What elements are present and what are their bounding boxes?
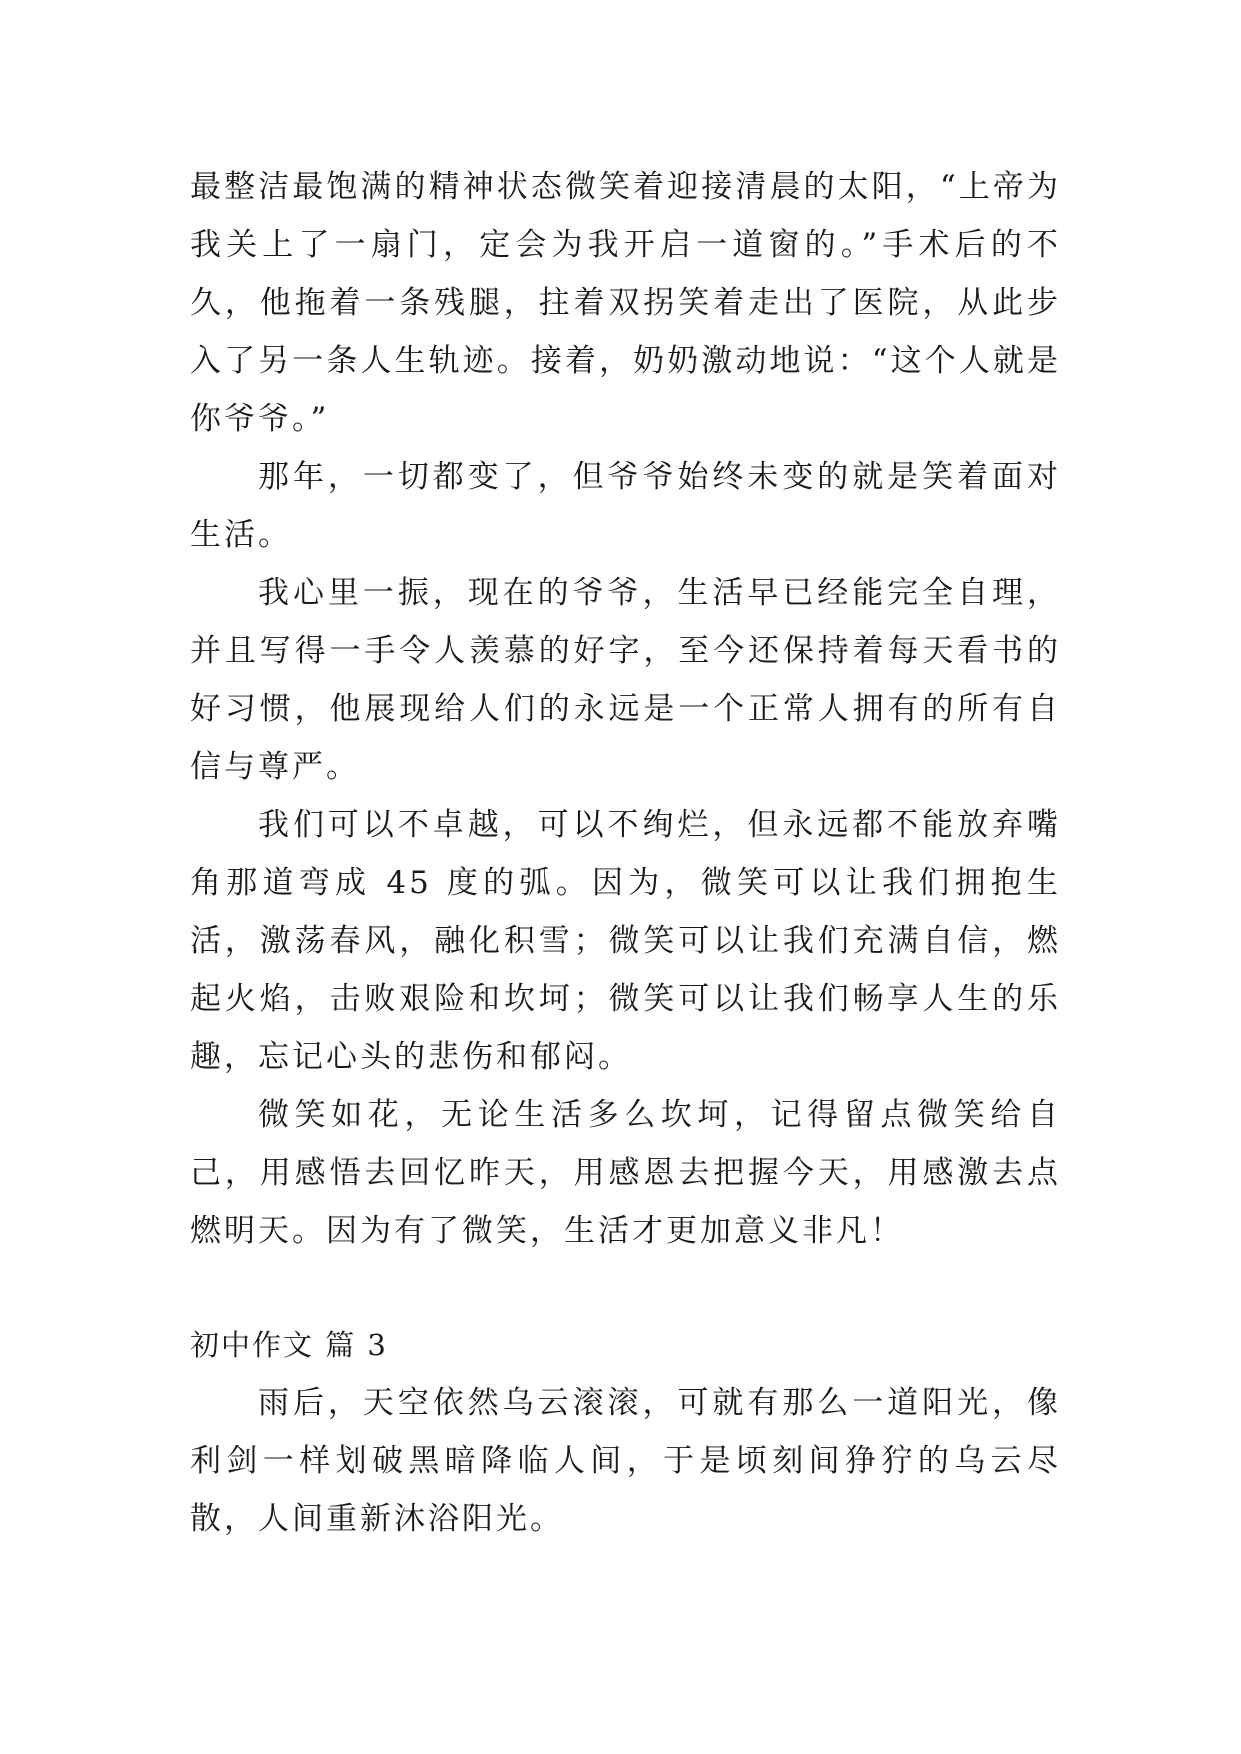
paragraph-smile-arc: 我们可以不卓越，可以不绚烂，但永远都不能放弃嘴角那道弯成 45 度的弧。因为，微笑可以让我们拥抱生活，激荡春风，融化积雪；微笑可以让我们充满自信，燃起火焰，击败艰险和坎坷；微笑可以让我们畅享人生的乐趣，忘记心头的悲伤和郁闷。 <box>190 807 1061 1075</box>
paragraph-that-year: 那年，一切都变了，但爷爷始终未变的就是笑着面对生活。 <box>190 459 1061 553</box>
paragraph-continuation: 最整洁最饱满的精神状态微笑着迎接清晨的太阳，“上帝为我关上了一扇门，定会为我开启一道窗的。”手术后的不久，他拖着一条残腿，拄着双拐笑着走出了医院，从此步入了另一条人生轨迹。接着，奶奶激动地说：“这个人就是你爷爷。” <box>190 169 1061 437</box>
paragraph-grandpa-now: 我心里一振，现在的爷爷，生活早已经能完全自理，并且写得一手令人羡慕的好字，至今还保持着每天看书的好习惯，他展现给人们的永远是一个正常人拥有的所有自信与尊严。 <box>190 575 1061 785</box>
paragraph-after-rain: 雨后，天空依然乌云滚滚，可就有那么一道阳光，像利剑一样划破黑暗降临人间，于是顷刻间狰狞的乌云尽散，人间重新沐浴阳光。 <box>190 1385 1061 1537</box>
paragraph-smile-like-flower: 微笑如花，无论生活多么坎坷，记得留点微笑给自己，用感悟去回忆昨天，用感恩去把握今天，用感激去点燃明天。因为有了微笑，生活才更加意义非凡！ <box>190 1097 1061 1249</box>
section-heading: 初中作文 篇 3 <box>190 1328 388 1362</box>
